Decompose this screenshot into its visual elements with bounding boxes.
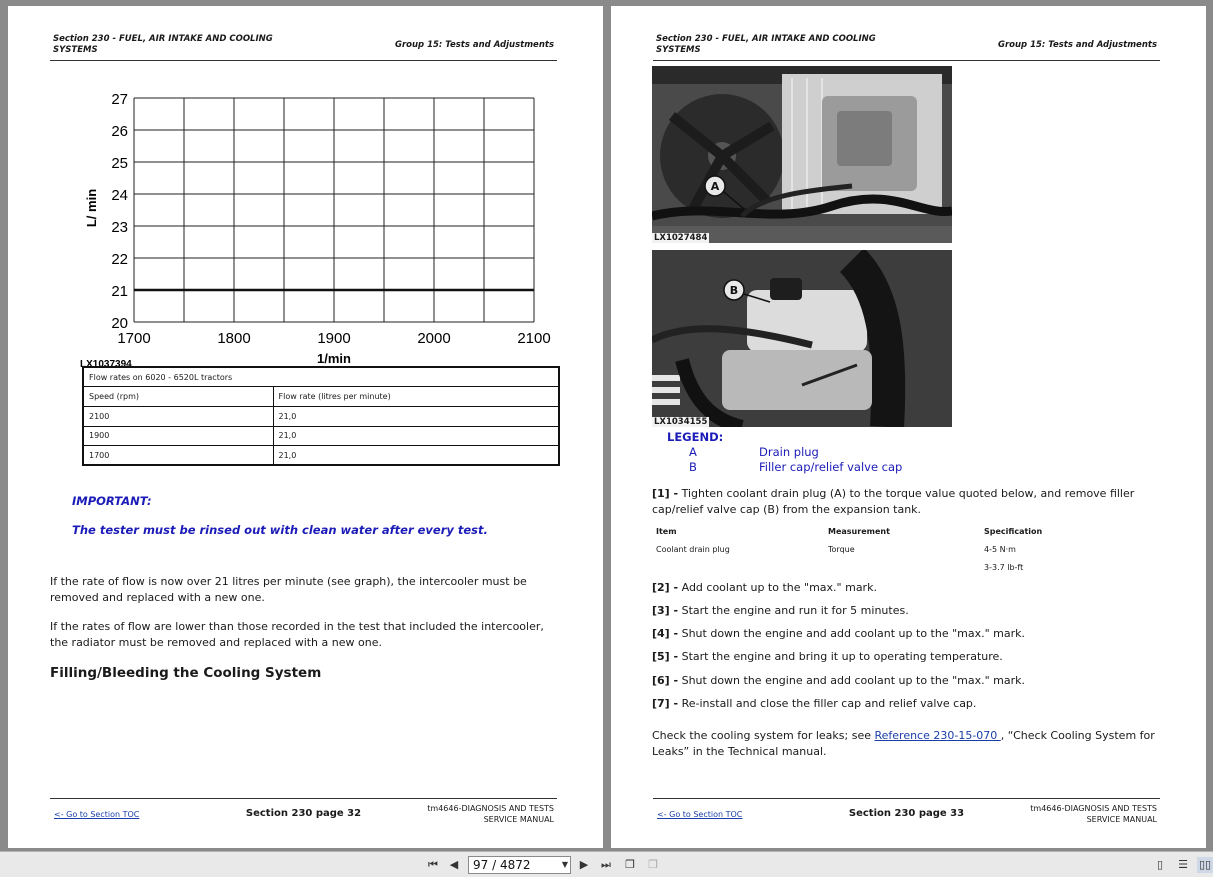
step-number: [4] - [652,627,679,640]
copy-page-icon[interactable]: ❐ [625,858,635,871]
flow-table-header-flow: Flow rate (litres per minute) [273,387,559,407]
page-footer [50,798,557,828]
flow-table-header-speed: Speed (rpm) [83,387,273,407]
section-heading: Filling/Bleeding the Cooling System [50,665,322,681]
step-text: Add coolant up to the "max." mark. [678,581,877,594]
page-number-value: 97 / 4872 [473,858,531,872]
tank-photo-graphic [652,250,952,427]
step-number: [5] - [652,650,679,663]
footer-page-label: Section 230 page 32 [245,808,362,819]
y-axis-label: L/ min [84,188,99,228]
right-page [611,6,1206,848]
table-row [83,406,559,426]
step-text: Tighten coolant drain plug (A) to the torque value quoted below, and remove filler cap/relief valve cap (B) from the expansion tank. [652,487,1135,516]
step-text: Start the engine and run it for 5 minutes. [678,604,909,617]
legend-key-a: A [689,445,697,459]
manual-line1: tm4646-DIAGNOSIS AND TESTS [427,804,554,813]
page-header [50,34,557,61]
footer-manual-title [1030,803,1157,825]
step-text: Shut down the engine and add coolant up to the "max." mark. [678,627,1026,640]
table-cell: 2100 [83,406,273,426]
table-cell [652,558,824,576]
spec-item: Coolant drain plug [656,544,730,554]
manual-line1: tm4646-DIAGNOSIS AND TESTS [1030,804,1157,813]
x-axis-label: 1/min [317,351,351,366]
footer-page-label: Section 230 page 33 [848,808,965,819]
x-tick-label: 1800 [217,330,251,347]
manual-line2: SERVICE MANUAL [483,815,554,824]
step-text: Re-install and close the filler cap and relief valve cap. [678,697,977,710]
table-cell [824,558,980,576]
page-header [653,34,1160,61]
step-2 [652,580,877,596]
step-4 [652,626,1025,642]
x-tick-label: 1700 [117,330,151,347]
step-text: Shut down the engine and add coolant up to the "max." mark. [678,674,1026,687]
photo-id-caption: LX1027484 [654,233,708,243]
first-page-icon[interactable]: ⏮ [428,858,438,871]
photo-filler-cap [652,250,952,427]
y-tick-label: 20 [111,315,128,332]
reference-link[interactable]: Reference 230-15-070 [874,729,1001,742]
y-tick-label: 22 [111,251,128,268]
leak-check-paragraph [652,728,1157,760]
step-5 [652,649,1003,665]
table-cell: 21,0 [273,426,559,446]
important-label: IMPORTANT: [72,494,152,508]
flow-rates-table [82,366,560,466]
step-number: [1] - [652,487,679,500]
important-text: The tester must be rinsed out with clean water after every test. [72,523,488,537]
legend-title: LEGEND: [667,430,724,444]
spec-measurement: Torque [828,544,855,554]
left-page [8,6,603,848]
figure-id-label: LX1037394 [80,359,132,370]
table-row [652,540,1072,558]
header-group-title: Group 15: Tests and Adjustments [997,40,1157,50]
single-page-view-icon[interactable]: ▯ [1156,858,1164,871]
viewer-toolbar [0,851,1213,877]
flow-table-title: Flow rates on 6020 - 6520L tractors [83,367,559,387]
step-number: [3] - [652,604,679,617]
step-1 [652,486,1162,518]
next-page-icon[interactable]: ▶ [579,858,589,871]
section-toc-link[interactable]: <- Go to Section TOC [657,810,743,819]
paste-page-icon[interactable]: ❐ [648,858,658,871]
paragraph-radiator: If the rates of flow are lower than those recorded in the test that included the intercooler, the radiator must be removed and replaced with a new one. [50,620,544,649]
photo-drain-plug [652,66,952,243]
legend-label-a: Drain plug [759,445,819,459]
table-cell: 21,0 [273,406,559,426]
spec-header-measurement: Measurement [828,526,890,536]
step-number: [6] - [652,674,679,687]
step-text: Start the engine and bring it up to operating temperature. [678,650,1003,663]
legend-key-b: B [689,460,697,474]
x-tick-label: 2100 [517,330,551,347]
y-tick-label: 26 [111,123,128,140]
y-tick-label: 25 [111,155,128,172]
table-row [83,446,559,466]
photo-marker-b: B [729,284,739,297]
engine-photo-graphic [652,66,952,243]
manual-line2: SERVICE MANUAL [1086,815,1157,824]
leak-check-text: , “Check Cooling System for Leaks” in the Technical manual. [652,729,1155,758]
step-number: [2] - [652,581,679,594]
step-3 [652,603,909,619]
x-tick-label: 2000 [417,330,451,347]
paragraph-intercooler: If the rate of flow is now over 21 litres per minute (see graph), the intercooler must be removed and replaced with a new one. [50,575,527,604]
y-tick-label: 27 [111,91,128,108]
table-row [652,558,1072,576]
y-tick-label: 23 [111,219,128,236]
x-tick-label: 1900 [317,330,351,347]
legend-label-b: Filler cap/relief valve cap [759,460,903,474]
photo-id-caption: LX1034155 [654,417,708,427]
continuous-view-icon[interactable]: ☰ [1178,858,1188,871]
table-cell: 21,0 [273,446,559,466]
y-tick-label: 21 [111,283,128,300]
table-cell: 1900 [83,426,273,446]
previous-page-icon[interactable]: ◀ [449,858,459,871]
footer-manual-title [427,803,554,825]
header-group-title: Group 15: Tests and Adjustments [394,40,554,50]
photo-marker-a: A [710,180,720,193]
header-section-title: Section 230 - FUEL, AIR INTAKE AND COOLING SYSTEMS [656,34,876,55]
y-tick-label: 24 [111,187,128,204]
flow-rate-chart [74,84,574,374]
spec-value-metric: 4-5 N·m [984,544,1016,554]
page-number-input[interactable] [468,856,571,874]
chevron-down-icon[interactable]: ▼ [561,860,568,869]
two-page-view-icon[interactable]: ▯▯ [1198,858,1212,871]
spec-value-imperial: 3-3.7 lb-ft [984,562,1024,572]
table-row [83,426,559,446]
table-cell: 1700 [83,446,273,466]
last-page-icon[interactable]: ⏭ [601,858,611,871]
step-6 [652,673,1025,689]
header-section-title: Section 230 - FUEL, AIR INTAKE AND COOLING SYSTEMS [53,34,273,55]
page-footer [653,798,1160,828]
leak-check-text: Check the cooling system for leaks; see [652,729,875,742]
spec-header-specification: Specification [984,526,1043,536]
torque-spec-table [652,522,1072,576]
step-number: [7] - [652,697,679,710]
spec-header-item: Item [656,526,677,536]
step-7 [652,696,976,712]
section-toc-link[interactable]: <- Go to Section TOC [54,810,140,819]
